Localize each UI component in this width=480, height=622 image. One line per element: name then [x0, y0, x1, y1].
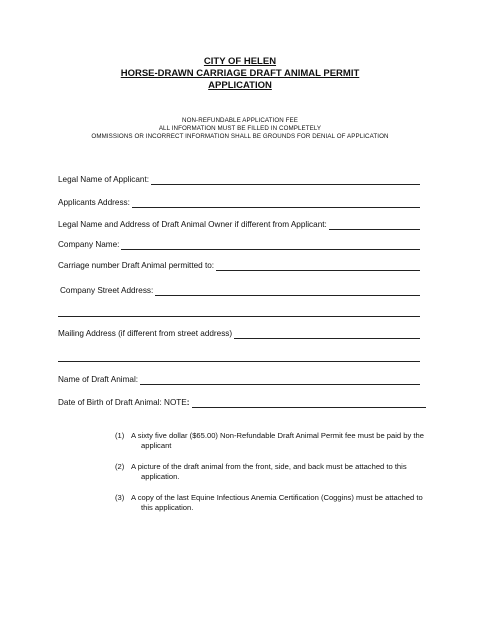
requirement-line-continued: applicant [141, 441, 172, 450]
carriage-number-label: Carriage number Draft Animal permitted to: [58, 261, 215, 270]
requirement-line: A picture of the draft animal from the front, side, and back must be attached to this [131, 462, 407, 471]
requirement-line-continued: application. [141, 472, 180, 481]
requirement-text [131, 431, 425, 451]
requirement-number: (2) [115, 462, 125, 471]
dob-field[interactable] [58, 398, 426, 408]
animal-name-label: Name of Draft Animal: [58, 375, 139, 384]
requirement-line: A copy of the last Equine Infectious Anemia Certification (Coggins) must be attached to [131, 493, 423, 502]
carriage-number-line[interactable] [216, 262, 420, 271]
requirement-item [115, 493, 425, 513]
mailing-line[interactable] [234, 330, 420, 339]
mailing-extra-line[interactable] [58, 361, 420, 362]
address-label: Applicants Address: [58, 198, 130, 207]
notice-denial: OMMISSIONS OR INCORRECT INFORMATION SHALL BE GROUNDS FOR DENIAL OF APPLICATION [91, 133, 389, 140]
animal-name-line[interactable] [140, 376, 420, 385]
legal-name-label: Legal Name of Applicant: [58, 175, 150, 184]
requirement-line: A sixty five dollar ($65.00) Non-Refundable Draft Animal Permit fee must be paid by the [131, 431, 424, 440]
requirement-line-continued: this application. [141, 503, 194, 512]
company-street-extra-line[interactable] [58, 316, 420, 317]
company-street-field[interactable] [60, 286, 420, 296]
dob-line[interactable] [192, 399, 426, 408]
notice-fee: NON-REFUNDABLE APPLICATION FEE [182, 117, 298, 124]
requirement-item [115, 462, 425, 482]
address-line[interactable] [132, 199, 420, 208]
owner-label: Legal Name and Address of Draft Animal Owner if different from Applicant: [58, 220, 327, 229]
company-name-line[interactable] [121, 241, 420, 250]
dob-label [58, 398, 190, 408]
carriage-number-field[interactable] [58, 261, 420, 271]
requirement-text [131, 462, 425, 482]
address-field[interactable] [58, 198, 420, 208]
company-street-label: Company Street Address: [60, 286, 154, 295]
requirement-item [115, 431, 425, 451]
legal-name-field[interactable] [58, 175, 420, 185]
application-title: APPLICATION [208, 80, 272, 91]
company-name-field[interactable] [58, 240, 420, 250]
company-name-label: Company Name: [58, 240, 120, 249]
permit-title: HORSE-DRAWN CARRIAGE DRAFT ANIMAL PERMIT [120, 68, 360, 79]
dob-label-colon: : [186, 398, 190, 407]
requirement-number: (3) [115, 493, 125, 502]
notice-complete: ALL INFORMATION MUST BE FILLED IN COMPLETELY [158, 125, 322, 132]
company-street-line[interactable] [155, 287, 420, 296]
animal-name-field[interactable] [58, 375, 420, 385]
requirement-text [131, 493, 425, 513]
mailing-label: Mailing Address (if different from street address) [58, 329, 233, 338]
owner-field[interactable] [58, 220, 420, 230]
legal-name-line[interactable] [151, 176, 420, 185]
owner-line[interactable] [329, 221, 420, 230]
mailing-field[interactable] [58, 329, 420, 339]
city-title: CITY OF HELEN [203, 56, 277, 67]
requirement-number: (1) [115, 431, 125, 440]
dob-label-text: Date of Birth of Draft Animal: NOTE [58, 398, 187, 407]
